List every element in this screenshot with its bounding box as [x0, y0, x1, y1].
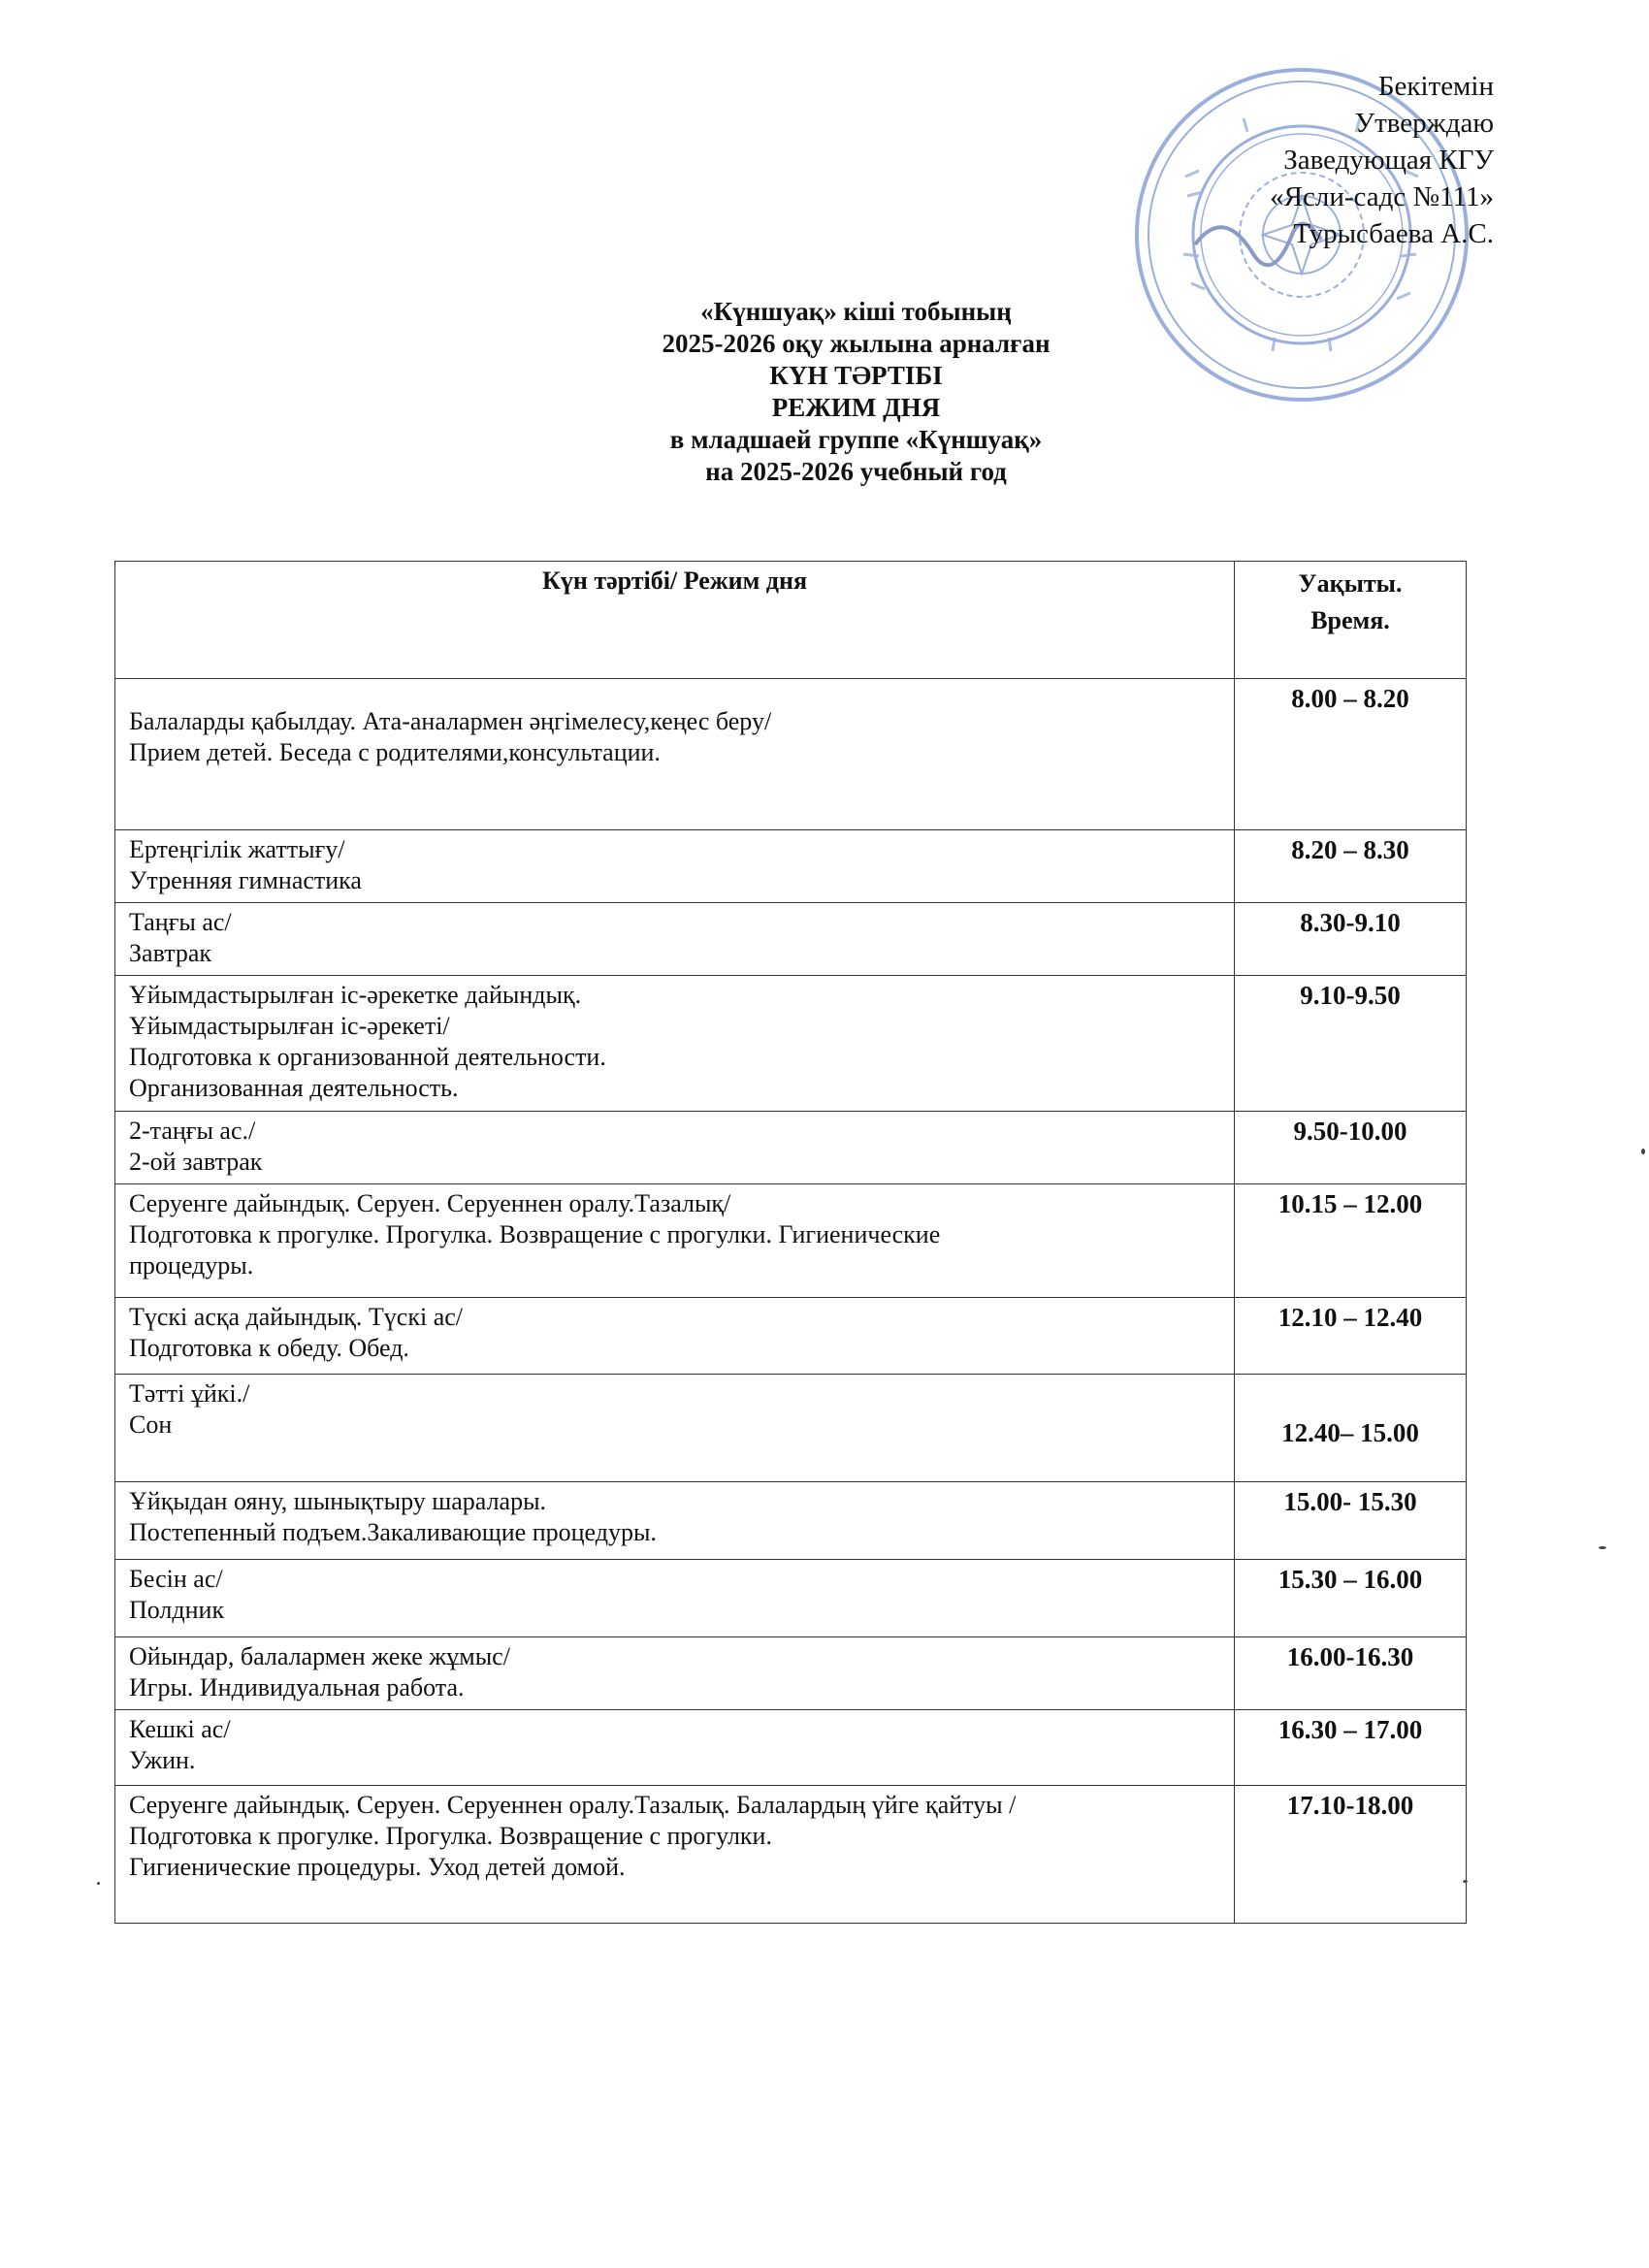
activity-line: Ұйымдастырылған іс-әрекетке дайындық. [129, 981, 582, 1009]
activity-cell [115, 679, 1235, 830]
activity-cell [115, 1637, 1235, 1710]
approval-line: Турысбаева А.С. [1293, 218, 1494, 249]
activity-line: Полдник [129, 1596, 225, 1624]
activity-line: Подготовка к обеду. Обед. [129, 1334, 409, 1362]
activity-cell [115, 1184, 1235, 1298]
title-line: РЕЖИМ ДНЯ [771, 393, 941, 422]
table-row [115, 903, 1467, 976]
activity-line: Подготовка к организованной деятельности. [129, 1043, 606, 1071]
activity-line: Гигиенические процедуры. Уход детей домой. [129, 1853, 626, 1881]
activity-line: Сон [129, 1410, 173, 1439]
title-line: «Күншуақ» кіші тобының [700, 297, 1012, 326]
approval-line: Заведующая КГУ [1283, 145, 1494, 176]
activity-line: Ертеңгілік жаттығу/ [129, 835, 345, 863]
activity-line: процедуры. [129, 1251, 254, 1280]
time-cell: 8.30-9.10 [1235, 903, 1467, 976]
table-row [115, 830, 1467, 903]
activity-line: Подготовка к прогулке. Прогулка. Возвращение с прогулки. [129, 1822, 772, 1850]
title-line: в младшаей группе «Күншуақ» [669, 425, 1043, 454]
activity-cell [115, 976, 1235, 1112]
title-line: 2025-2026 оқу жылына арналған [662, 329, 1051, 358]
activity-line: Ужин. [129, 1746, 196, 1774]
time-cell: 17.10-18.00 [1235, 1786, 1467, 1924]
activity-line: Постепенный подъем.Закаливающие процедуры. [129, 1518, 657, 1546]
scan-speck [1463, 1880, 1468, 1883]
time-cell: 8.20 – 8.30 [1235, 830, 1467, 903]
document-title [0, 296, 1649, 488]
schedule-table [114, 561, 1467, 1924]
time-cell: 16.30 – 17.00 [1235, 1710, 1467, 1786]
activity-line: Тәтті ұйкі./ [129, 1379, 250, 1408]
activity-line: Кешкі ас/ [129, 1715, 231, 1743]
activity-line: Завтрак [129, 939, 212, 967]
activity-line: Серуенге дайындық. Серуен. Серуеннен оралу.Тазалық. Балалардың үйге қайтуы / [129, 1791, 1017, 1819]
table-header-row [115, 562, 1467, 679]
header-activity: Күн тәртібі/ Режим дня [115, 562, 1235, 679]
activity-line: 2-таңғы ас./ [129, 1117, 256, 1145]
time-cell: 9.10-9.50 [1235, 976, 1467, 1112]
table-row [115, 976, 1467, 1112]
approval-line: «Ясли-садс №111» [1270, 181, 1494, 212]
table-row [115, 1786, 1467, 1924]
time-cell: 9.50-10.00 [1235, 1112, 1467, 1184]
activity-line: Ойындар, балалармен жеке жұмыс/ [129, 1642, 510, 1670]
activity-cell [115, 1482, 1235, 1560]
table-row [115, 1637, 1467, 1710]
table-row [115, 1184, 1467, 1298]
activity-line: Ұйқыдан ояну, шынықтыру шаралары. [129, 1487, 547, 1515]
activity-line: Серуенге дайындық. Серуен. Серуеннен оралу.Тазалық/ [129, 1189, 731, 1217]
title-line: на 2025-2026 учебный год [705, 457, 1007, 486]
activity-line: Бесін ас/ [129, 1565, 223, 1593]
activity-line: 2-ой завтрак [129, 1148, 263, 1176]
title-line: КҮН ТӘРТІБІ [769, 361, 943, 390]
header-time [1235, 562, 1467, 679]
time-cell: 15.30 – 16.00 [1235, 1560, 1467, 1637]
activity-line: Утренняя гимнастика [129, 866, 362, 894]
scan-speck [1641, 1149, 1645, 1154]
table-row [115, 1298, 1467, 1375]
table-row [115, 1560, 1467, 1637]
activity-line: Организованная деятельность. [129, 1074, 459, 1102]
activity-cell [115, 1112, 1235, 1184]
activity-line: Подготовка к прогулке. Прогулка. Возвращение с прогулки. Гигиенические [129, 1220, 941, 1248]
activity-cell [115, 1560, 1235, 1637]
activity-cell [115, 1298, 1235, 1375]
activity-line: Игры. Индивидуальная работа. [129, 1673, 465, 1701]
table-row [115, 1112, 1467, 1184]
table-row [115, 1710, 1467, 1786]
activity-line: Таңғы ас/ [129, 908, 232, 936]
time-cell: 12.10 – 12.40 [1235, 1298, 1467, 1375]
activity-cell [115, 903, 1235, 976]
table-row [115, 1375, 1467, 1482]
activity-cell [115, 1710, 1235, 1786]
table-row [115, 679, 1467, 830]
scan-speck [97, 1882, 100, 1885]
activity-cell [115, 1375, 1235, 1482]
time-cell: 16.00-16.30 [1235, 1637, 1467, 1710]
time-cell: 8.00 – 8.20 [1235, 679, 1467, 830]
approval-block [1270, 68, 1494, 252]
activity-line: Түскі асқа дайындық. Түскі ас/ [129, 1303, 464, 1331]
time-cell: 12.40– 15.00 [1235, 1375, 1467, 1482]
activity-line: Ұйымдастырылған іс-әрекеті/ [129, 1012, 450, 1040]
approval-line: Утверждаю [1354, 108, 1494, 139]
table-row [115, 1482, 1467, 1560]
header-time-line: Время. [1310, 606, 1390, 634]
time-cell: 15.00- 15.30 [1235, 1482, 1467, 1560]
activity-cell [115, 830, 1235, 903]
activity-line: Балаларды қабылдау. Ата-аналармен әңгімелесу,кеңес беру/ [129, 707, 772, 735]
approval-line: Бекітемін [1377, 71, 1494, 102]
activity-cell [115, 1786, 1235, 1924]
scan-speck [1599, 1546, 1606, 1549]
header-time-line: Уақыты. [1298, 569, 1403, 598]
time-cell: 10.15 – 12.00 [1235, 1184, 1467, 1298]
activity-line: Прием детей. Беседа с родителями,консультации. [129, 738, 661, 766]
